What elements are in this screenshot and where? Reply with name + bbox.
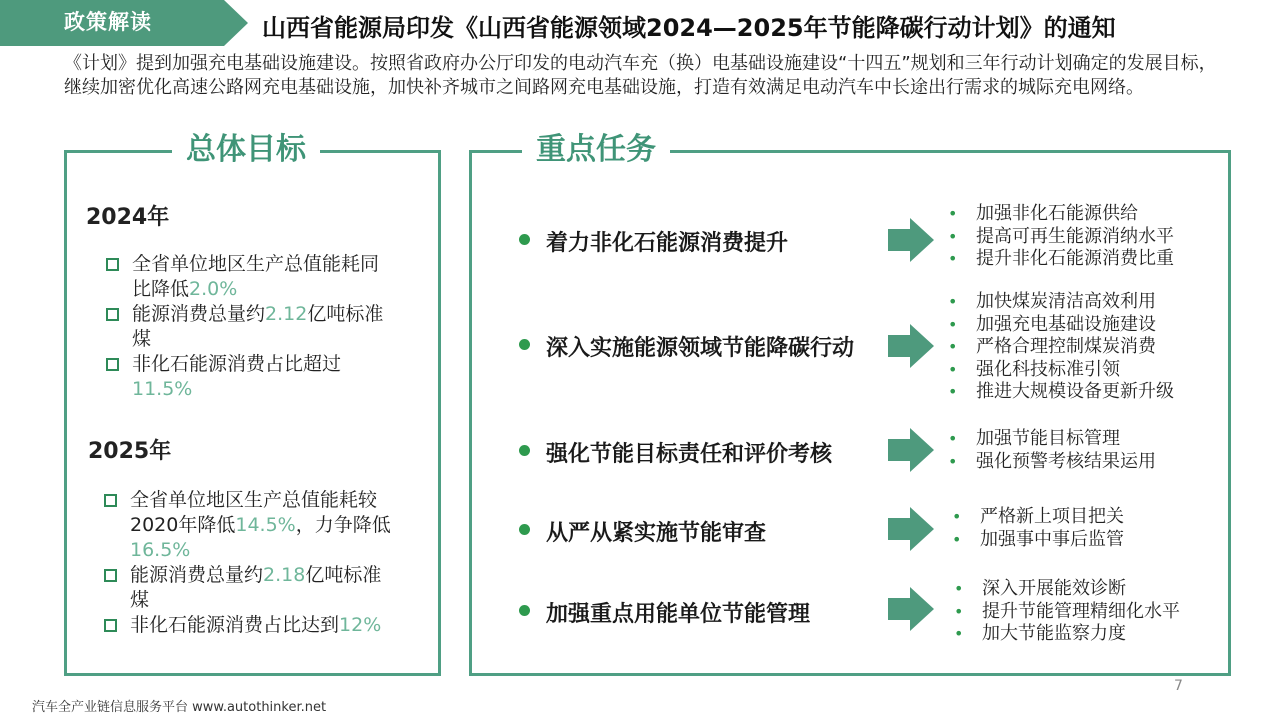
task-sub-list — [950, 506, 1124, 551]
task-sub-item: • 加强事中事后监管 — [950, 529, 1124, 552]
checkbox-icon — [106, 258, 119, 271]
page-number: 7 — [1174, 678, 1183, 694]
task-sub-item: • 强化科技标准引领 — [946, 359, 1174, 382]
task-sub-item: • 深入开展能效诊断 — [952, 578, 1180, 601]
task-sub-item: • 强化预警考核结果运用 — [946, 451, 1156, 474]
right-arrow-icon — [888, 324, 934, 368]
task-sub-list — [946, 428, 1156, 473]
task-sub-item: • 加强充电基础设施建设 — [946, 314, 1174, 337]
target-2025-item: 全省单位地区生产总值能耗较2020年降低14.5%，力争降低16.5% — [102, 488, 392, 563]
task-title: 从严从紧实施节能审查 — [546, 521, 767, 546]
target-2024-item: 非化石能源消费占比超过11.5% — [104, 352, 394, 402]
right-arrow-icon — [888, 428, 934, 472]
task-sub-item: • 加强节能目标管理 — [946, 428, 1156, 451]
task-sub-item: • 提升节能管理精细化水平 — [952, 601, 1180, 624]
page-title: 山西省能源局印发《山西省能源领域2024—2025年节能降碳行动计划》的通知 — [262, 14, 1116, 42]
target-2025-item: 能源消费总量约2.18亿吨标准煤 — [102, 563, 392, 613]
checkbox-icon — [104, 619, 117, 632]
task-title: 着力非化石能源消费提升 — [546, 231, 789, 256]
targets-2025-list — [102, 488, 392, 638]
task-sub-item: • 严格新上项目把关 — [950, 506, 1124, 529]
intro-paragraph: 《计划》提到加强充电基础设施建设。按照省政府办公厅印发的电动汽车充（换）电基础设施建设“十四五”规划和三年行动计划确定的发展目标，继续加密优化高速公路网充电基础设施，加快补齐城市之间路网充电基础设施，打造有效满足电动汽车中长途出行需求的城际充电网络。 — [64, 53, 1217, 98]
task-title: 加强重点用能单位节能管理 — [546, 602, 811, 627]
targets-2024-list — [104, 252, 394, 402]
source-footer: 汽车全产业链信息服务平台 www.autothinker.net — [32, 700, 327, 715]
task-sub-item: • 加快煤炭清洁高效利用 — [946, 291, 1174, 314]
checkbox-icon — [104, 569, 117, 582]
bullet-dot-icon — [519, 605, 530, 616]
right-arrow-icon — [888, 218, 934, 262]
task-title: 强化节能目标责任和评价考核 — [546, 442, 833, 467]
task-sub-list — [946, 291, 1174, 404]
goals-heading: 总体目标 — [172, 132, 320, 168]
right-arrow-icon — [888, 507, 934, 551]
section-tag-label: 政策解读 — [64, 10, 152, 34]
bullet-dot-icon — [519, 339, 530, 350]
right-arrow-icon — [888, 587, 934, 631]
checkbox-icon — [106, 358, 119, 371]
target-2024-item: 全省单位地区生产总值能耗同比降低2.0% — [104, 252, 394, 302]
year-2025-label: 2025年 — [88, 439, 172, 464]
bullet-dot-icon — [519, 524, 530, 535]
bullet-dot-icon — [519, 234, 530, 245]
task-sub-item: • 加大节能监察力度 — [952, 623, 1180, 646]
bullet-dot-icon — [519, 445, 530, 456]
target-2024-item: 能源消费总量约2.12亿吨标准煤 — [104, 302, 394, 352]
task-sub-item: • 推进大规模设备更新升级 — [946, 381, 1174, 404]
target-2025-item: 非化石能源消费占比达到12% — [102, 613, 392, 638]
task-sub-item: • 提高可再生能源消纳水平 — [946, 226, 1174, 249]
checkbox-icon — [104, 494, 117, 507]
checkbox-icon — [106, 308, 119, 321]
task-sub-list — [952, 578, 1180, 646]
task-sub-list — [946, 203, 1174, 271]
year-2024-label: 2024年 — [86, 205, 170, 230]
section-tag — [0, 0, 248, 46]
task-title: 深入实施能源领域节能降碳行动 — [546, 336, 855, 361]
task-sub-item: • 严格合理控制煤炭消费 — [946, 336, 1174, 359]
task-sub-item: • 加强非化石能源供给 — [946, 203, 1174, 226]
tasks-heading: 重点任务 — [522, 132, 670, 168]
task-sub-item: • 提升非化石能源消费比重 — [946, 248, 1174, 271]
